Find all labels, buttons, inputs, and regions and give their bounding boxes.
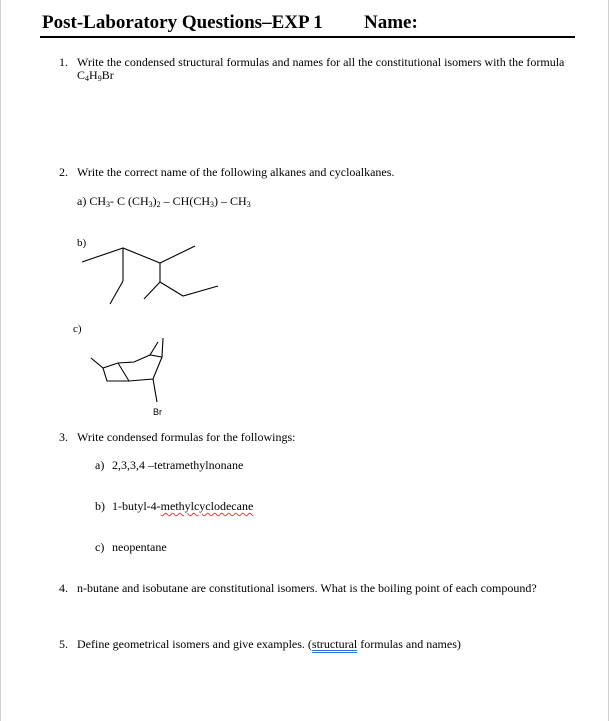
q5-text-before: Define geometrical isomers and give examples. ( [77, 637, 312, 651]
q3-c-text: neopentane [112, 540, 167, 554]
page-title: Post-Laboratory Questions–EXP 1 [42, 12, 323, 33]
q2-a-part: ) [152, 194, 157, 208]
q3-b-label: b) [95, 499, 105, 513]
q2-a-sub: 3 [106, 200, 110, 209]
q2-c-substituent-top [150, 342, 158, 355]
q4-number: 4. [59, 581, 68, 595]
q2-c-br-bond [153, 379, 157, 402]
q2-a-part: - C (CH [110, 194, 149, 208]
q2-a-label: a) [77, 194, 87, 208]
q2-a-part: – CH(CH [160, 194, 211, 208]
q1-formula-h: H [89, 68, 98, 82]
q2-a-sub: 3 [210, 200, 215, 209]
q3-number: 3. [59, 430, 68, 444]
q2-text: Write the correct name of the following alkanes and cycloalkanes. [77, 165, 395, 179]
q2-a-sub: 3 [148, 200, 153, 209]
q1-formula-rest: Br [101, 68, 114, 82]
q5-text-grammar-flag[interactable]: structural [311, 637, 358, 651]
q2-a-part: ) – CH [214, 194, 247, 208]
q1-text: Write the condensed structural formulas and names for all the constitutional isomers with the formula [77, 55, 565, 69]
q2-number: 2. [59, 165, 68, 179]
q2-c-substituent-axial [162, 338, 163, 357]
q5-text-after: formulas and names) [357, 637, 461, 651]
q5-number: 5. [59, 637, 68, 651]
q4-text: n-butane and isobutane are constitutional isomers. What is the boiling point of each compound? [77, 581, 537, 595]
q2-c-br-label: Br [153, 407, 162, 417]
q1-number: 1. [59, 55, 68, 69]
q5-text [77, 637, 461, 651]
q3-b-text-spellcheck[interactable]: methylcyclodecane [160, 499, 254, 513]
q3-text: Write condensed formulas for the followings: [77, 430, 296, 444]
q2-b-label: b) [77, 237, 87, 249]
name-label: Name: [364, 12, 418, 33]
q2-a-sub: 2 [156, 200, 161, 209]
q3-b-text [112, 499, 253, 513]
q3-a-text: 2,3,3,4 –tetramethylnonane [112, 458, 244, 472]
q3-c-label: c) [95, 540, 105, 554]
q2-a-part: CH [89, 194, 106, 208]
q2-a-sub: 3 [246, 200, 251, 209]
q1-formula-c-sub: 4 [85, 74, 90, 83]
q2-c-ring-inner [118, 363, 129, 381]
q1-formula-h-sub: 9 [97, 74, 102, 83]
q3-b-text-plain: 1-butyl-4- [112, 499, 161, 513]
q3-a-label: a) [95, 458, 105, 472]
q1-formula-c: C [77, 68, 86, 82]
q2-c-label: c) [73, 323, 82, 335]
